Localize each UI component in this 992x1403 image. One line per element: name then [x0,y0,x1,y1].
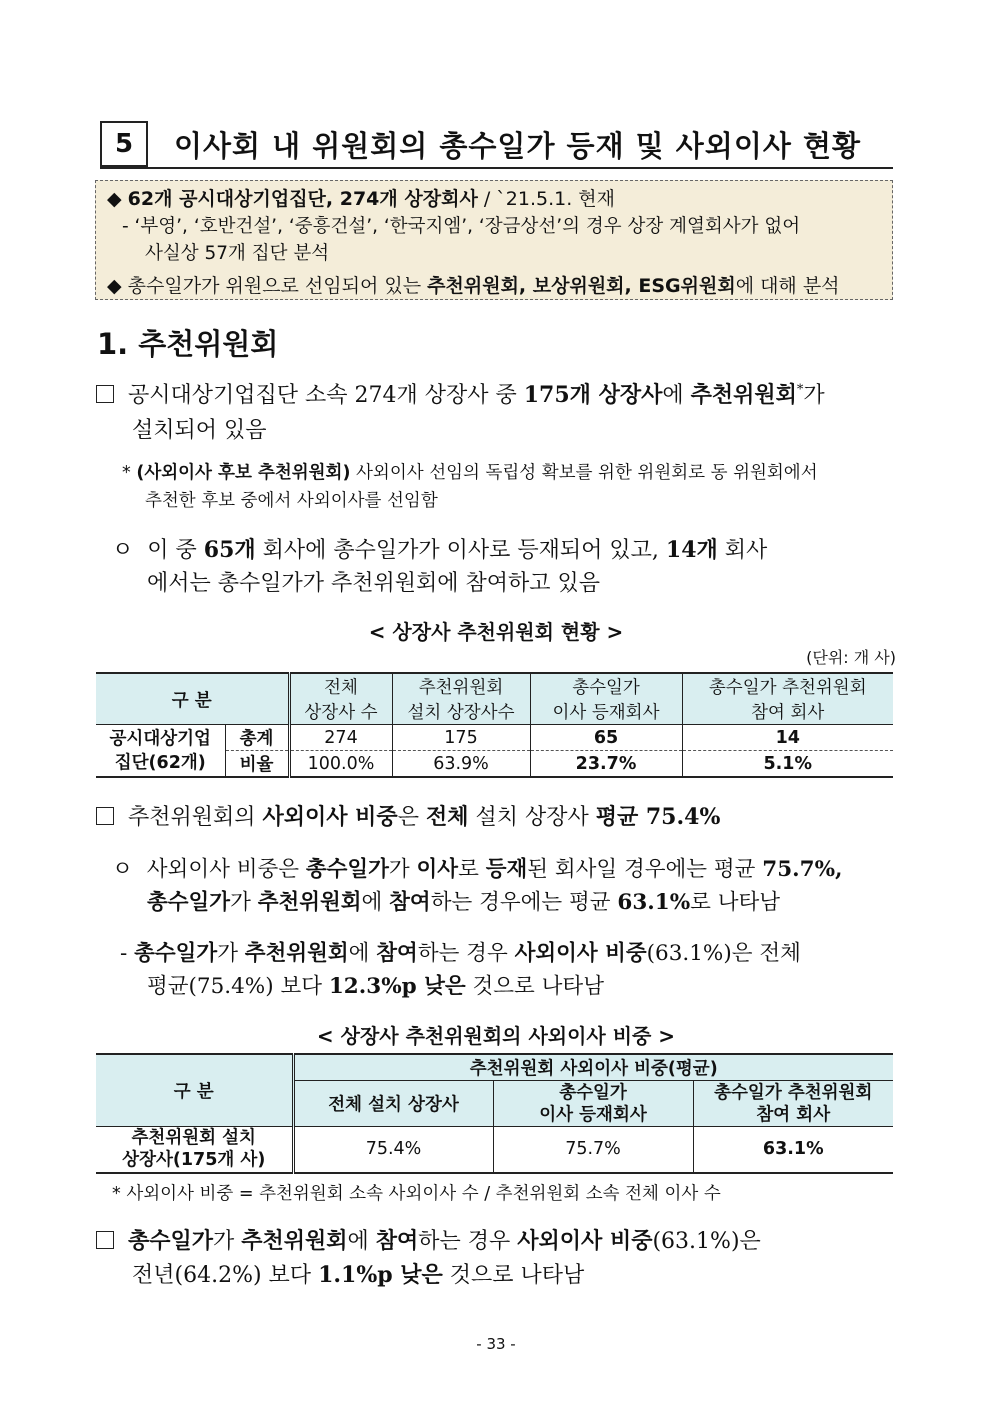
table-1-header-row-2: 상장사 수 설치 상장사수 이사 등재회사 참여 회사 [96,699,893,725]
table-row: 추천위원회 설치 상장사(175개 사) 75.4% 75.7% 63.1% [96,1127,893,1173]
paragraph-2-line-2: 에서는 총수일가가 추천위원회에 참여하고 있음 [147,571,601,596]
paragraph-3: 추천위원회의 사외이사 비중은 전체 설치 상장사 평균 75.4% [96,800,720,831]
summary-line-4: ◆ 총수일가가 위원으로 선임되어 있는 추천위원회, 보상위원회, ESG위원회에 대해 분석 [107,275,840,297]
paragraph-4: ㅇ 사외이사 비중은 총수일가가 이사로 등재된 회사일 경우에는 평균 75.7%, [112,857,843,882]
table-row: 공시대상기업 집단(62개) 총계 274 175 65 14 [96,725,893,751]
paragraph-1-line-2: 설치되어 있음 [132,418,267,443]
section-title: 이사회 내 위원회의 총수일가 등재 및 사외이사 현황 [174,129,861,163]
circle-bullet-icon: ㅇ [112,857,133,882]
table-2-header-gubun: 구 분 [96,1054,293,1127]
circle-bullet-icon: ㅇ [112,538,134,563]
paragraph-6-line-2: 전년(64.2%) 보다 1.1%p 낮은 것으로 나타남 [132,1262,585,1288]
diamond-bullet-icon: ◆ [107,275,122,297]
table-1-header-col4: 총수일가 추천위원회 [708,678,867,698]
paragraph-4-line-2: 총수일가가 추천위원회에 참여하는 경우에는 평균 63.1%로 나타남 [147,890,781,915]
table-1-title: < 상장사 추천위원회 현황 > [368,620,624,644]
page-number: - 33 - [476,1335,516,1353]
table-1-header-col2: 추천위원회 [392,673,530,699]
checkbox-bullet-icon [96,385,114,403]
summary-line-1: ◆ 62개 공시대상기업집단, 274개 상장회사 / `21.5.1. 현재 [107,188,615,210]
summary-line-3: 사실상 57개 집단 분석 [145,243,330,264]
table-1-group-label: 공시대상기업 집단(62개) [96,725,225,778]
checkbox-bullet-icon [96,807,114,825]
summary-line-2: - ‘부영’, ‘호반건설’, ‘중흥건설’, ‘한국지엠’, ‘장금상선’의 경우 상장 계열회사가 없어 [122,216,801,237]
section-number: 5 [100,121,148,167]
section-underline [100,167,893,169]
paragraph-5: - 총수일가가 추천위원회에 참여하는 경우 사외이사 비중(63.1%)은 전체 [120,941,801,966]
checkbox-bullet-icon [96,1231,114,1249]
paragraph-1: 공시대상기업집단 소속 274개 상장사 중 175개 상장사에 추천위원회*가 [96,378,825,409]
footnote-1: * (사외이사 후보 추천위원회) 사외이사 선임의 독립성 확보를 위한 위원회로 동 위원회에서 [122,463,818,483]
table-2-note: * 사외이사 비중 = 추천위원회 소속 사외이사 수 / 추천위원회 소속 전체 이사 수 [112,1184,721,1204]
summary-highlight: 62개 공시대상기업집단, 274개 상장회사 [127,188,478,210]
heading-recommendation-committee: 1. 추천위원회 [97,327,279,361]
table-1 [96,672,893,778]
table-2-header-row-2: 전체 설치 상장사 총수일가 이사 등재회사 총수일가 추천위원회 참여 회사 [96,1081,893,1127]
paragraph-6: 총수일가가 추천위원회에 참여하는 경우 사외이사 비중(63.1%)은 [96,1224,761,1255]
table-1-header-row [96,673,893,699]
table-row: 비율 100.0% 63.9% 23.7% 5.1% [96,751,893,778]
footnote-1-line-2: 추천한 후보 중에서 사외이사를 선임함 [145,491,438,511]
diamond-bullet-icon: ◆ [107,188,122,210]
paragraph-2: ㅇ 이 중 65개 회사에 총수일가가 이사로 등재되어 있고, 14개 회사 [112,537,768,563]
table-1-header-col1: 전체 [289,673,392,699]
table-1-header-gubun: 구 분 [96,673,289,725]
table-2-header-group: 추천위원회 사외이사 비중(평균) [293,1054,893,1081]
table-1-unit: (단위: 개 사) [806,648,896,667]
table-2-header-row [96,1054,893,1081]
paragraph-5-line-2: 평균(75.4%) 보다 12.3%p 낮은 것으로 나타남 [147,974,604,999]
table-2 [96,1053,893,1174]
table-2-title: < 상장사 추천위원회의 사외이사 비중 > [316,1024,676,1048]
table-1-header-col3: 총수일가 [530,673,682,699]
